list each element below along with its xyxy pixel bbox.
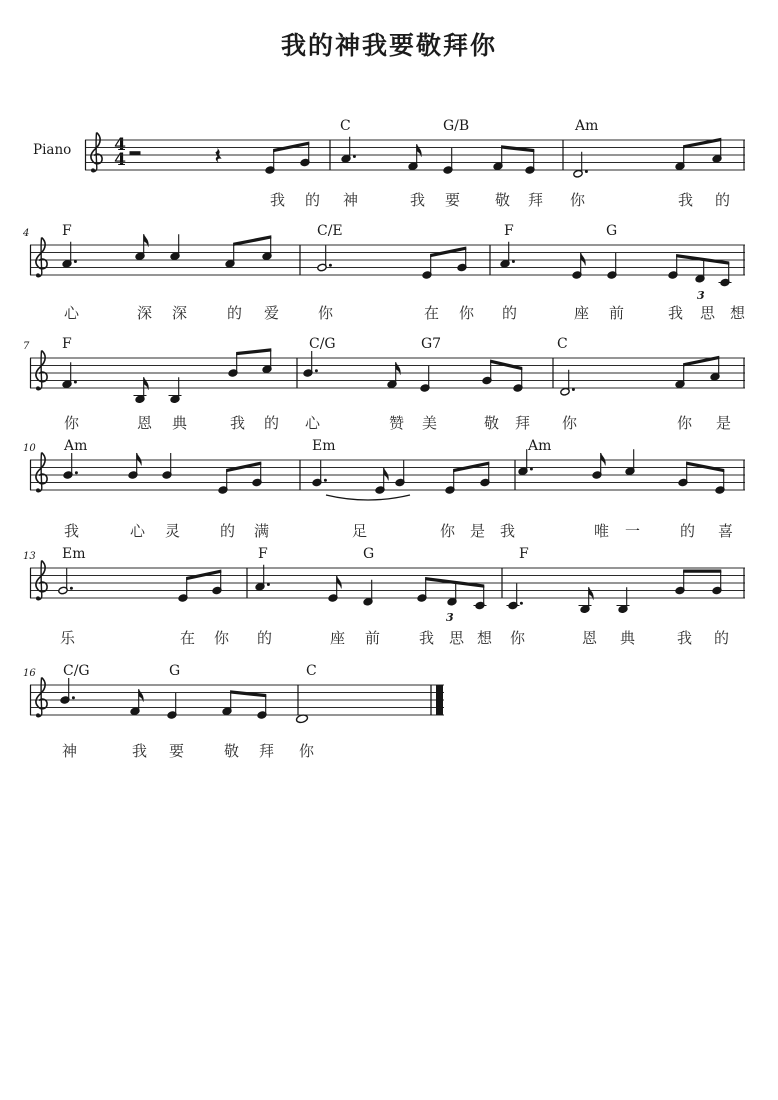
chord-symbol: C xyxy=(306,663,317,679)
lyric-syllable: 你 xyxy=(570,192,586,209)
lyric-syllable: 喜 xyxy=(718,523,734,540)
lyric-syllable: 思 xyxy=(700,305,716,322)
chord-symbol: C/G xyxy=(63,663,90,679)
lyric-syllable: 灵 xyxy=(165,523,181,540)
lyric-syllable: 拜 xyxy=(515,415,531,432)
lyric-syllable: 恩 xyxy=(582,630,598,647)
page-title: 我的神我要敬拜你 xyxy=(280,32,497,60)
triplet-numeral: 3 xyxy=(697,289,705,302)
chord-symbol: Am xyxy=(575,118,599,134)
lyric-syllable: 我 xyxy=(678,192,694,209)
lyric-syllable: 心 xyxy=(305,415,321,432)
instrument-label: Piano xyxy=(33,142,72,158)
chord-symbol: G xyxy=(606,223,618,239)
lyric-syllable: 我 xyxy=(500,523,516,540)
lyric-syllable: 典 xyxy=(620,630,636,647)
lyric-syllable: 你 xyxy=(318,305,334,322)
lyric-syllable: 心 xyxy=(130,523,146,540)
lyric-syllable: 前 xyxy=(365,630,381,647)
lyric-syllable: 你 xyxy=(677,415,693,432)
lyric-syllable: 足 xyxy=(352,523,368,540)
lyric-syllable: 座 xyxy=(574,305,590,322)
measure-number: 4 xyxy=(23,228,30,239)
lyric-syllable: 的 xyxy=(220,523,236,540)
lyric-syllable: 敬 xyxy=(495,192,511,209)
lyric-syllable: 要 xyxy=(445,192,461,209)
lyric-syllable: 美 xyxy=(422,415,438,432)
lyric-syllable: 的 xyxy=(715,192,731,209)
lyric-syllable: 座 xyxy=(330,630,346,647)
lyric-syllable: 乐 xyxy=(60,630,76,647)
lyric-syllable: 要 xyxy=(169,743,185,760)
lyric-syllable: 一 xyxy=(625,523,641,540)
lyric-syllable: 敬 xyxy=(224,743,240,760)
lyric-syllable: 心 xyxy=(64,305,80,322)
chord-symbol: F xyxy=(258,546,268,562)
lyric-syllable: 的 xyxy=(714,630,730,647)
lyric-syllable: 在 xyxy=(424,305,440,322)
lyric-syllable: 神 xyxy=(343,192,359,209)
measure-number: 16 xyxy=(23,668,36,679)
lyric-syllable: 的 xyxy=(264,415,280,432)
triplet-numeral: 3 xyxy=(446,611,454,624)
lyric-syllable: 你 xyxy=(459,305,475,322)
chord-symbol: F xyxy=(62,336,72,352)
chord-symbol: Am xyxy=(528,438,552,454)
lyric-syllable: 的 xyxy=(680,523,696,540)
lyric-syllable: 你 xyxy=(214,630,230,647)
measure-number: 7 xyxy=(23,341,30,352)
lyric-syllable: 满 xyxy=(254,523,270,540)
chord-symbol: G/B xyxy=(443,118,470,134)
chord-symbol: C/G xyxy=(309,336,336,352)
lyric-syllable: 思 xyxy=(449,630,465,647)
lyric-syllable: 的 xyxy=(502,305,518,322)
lyric-syllable: 我 xyxy=(270,192,286,209)
lyric-syllable: 你 xyxy=(299,743,315,760)
chord-symbol: Em xyxy=(312,438,336,454)
chord-symbol: F xyxy=(504,223,514,239)
lyric-syllable: 拜 xyxy=(528,192,544,209)
lyric-syllable: 的 xyxy=(227,305,243,322)
lyric-syllable: 深 xyxy=(137,305,153,322)
lyric-syllable: 在 xyxy=(180,630,196,647)
lyric-syllable: 的 xyxy=(305,192,321,209)
time-signature-numerator: 4 xyxy=(114,135,126,155)
lyric-syllable: 赞 xyxy=(389,415,405,432)
lyric-syllable: 你 xyxy=(562,415,578,432)
lyric-syllable: 我 xyxy=(230,415,246,432)
chord-symbol: F xyxy=(62,223,72,239)
lyric-syllable: 典 xyxy=(172,415,188,432)
measure-number: 10 xyxy=(23,443,36,454)
lyric-syllable: 的 xyxy=(257,630,273,647)
lyric-syllable: 唯 xyxy=(594,523,610,540)
lyric-syllable: 你 xyxy=(440,523,456,540)
lyric-syllable: 想 xyxy=(477,630,493,647)
lyric-syllable: 我 xyxy=(419,630,435,647)
lyric-syllable: 敬 xyxy=(484,415,500,432)
lyric-syllable: 我 xyxy=(668,305,684,322)
chord-symbol: Am xyxy=(64,438,88,454)
chord-symbol: C xyxy=(557,336,568,352)
chord-symbol: G7 xyxy=(421,336,442,352)
lyric-syllable: 拜 xyxy=(259,743,275,760)
lyric-syllable: 我 xyxy=(64,523,80,540)
chord-symbol: G xyxy=(363,546,375,562)
lyric-syllable: 神 xyxy=(62,743,78,760)
lyric-syllable: 是 xyxy=(470,523,486,540)
lyric-syllable: 你 xyxy=(510,630,526,647)
lyric-syllable: 我 xyxy=(132,743,148,760)
lyric-syllable: 我 xyxy=(410,192,426,209)
chord-symbol: C/E xyxy=(317,223,343,239)
lyric-syllable: 恩 xyxy=(137,415,153,432)
lyric-syllable: 前 xyxy=(609,305,625,322)
measure-number: 13 xyxy=(23,551,36,562)
lyric-syllable: 你 xyxy=(64,415,80,432)
lyric-syllable: 我 xyxy=(677,630,693,647)
lyric-syllable: 深 xyxy=(172,305,188,322)
chord-symbol: F xyxy=(519,546,529,562)
chord-symbol: Em xyxy=(62,546,86,562)
lyric-syllable: 爱 xyxy=(264,305,280,322)
chord-symbol: G xyxy=(169,663,181,679)
lyric-syllable: 想 xyxy=(730,305,746,322)
lyric-syllable: 是 xyxy=(716,415,732,432)
chord-symbol: C xyxy=(340,118,351,134)
time-signature-denominator: 4 xyxy=(114,150,126,170)
